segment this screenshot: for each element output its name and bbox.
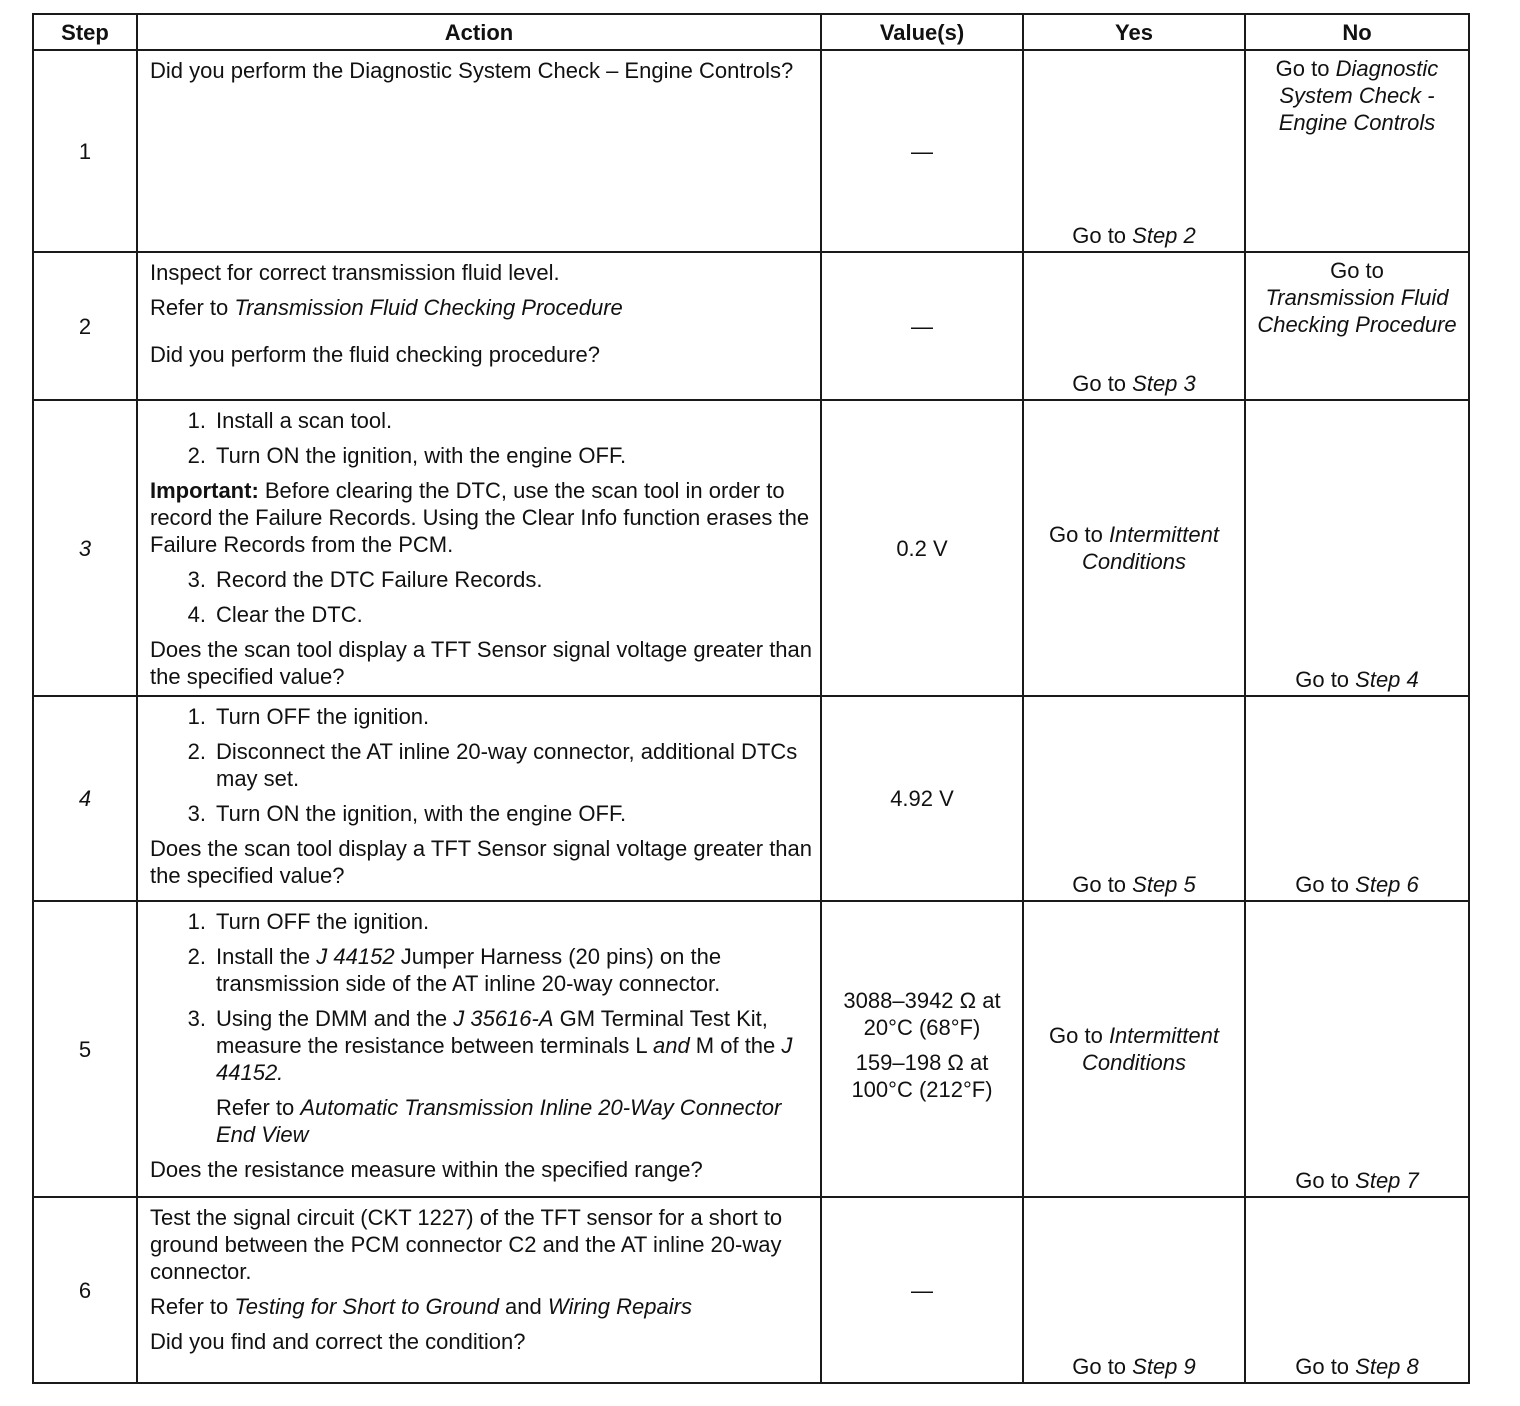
no-cell — [1245, 400, 1469, 696]
reference-link[interactable]: Wiring Repairs — [547, 1294, 692, 1319]
list-item: 3. Turn ON the ignition, with the engine OFF. — [187, 801, 627, 826]
value-cell — [821, 901, 1023, 1197]
value-line: 159–198 Ω at 100°C (212°F) — [851, 1050, 993, 1102]
header-step: Step — [33, 14, 137, 50]
value-cell: — — [821, 50, 1023, 252]
no-link[interactable]: Go to Step 6 — [1295, 872, 1419, 897]
no-cell — [1245, 252, 1469, 400]
value-line: 3088–3942 Ω at 20°C (68°F) — [843, 988, 1001, 1040]
action-question: Did you perform the Diagnostic System Check – Engine Controls? — [150, 58, 794, 83]
header-no: No — [1245, 14, 1469, 50]
yes-link[interactable]: Go to Intermittent Conditions — [1049, 1023, 1219, 1075]
reference-link[interactable]: Testing for Short to Ground — [234, 1294, 499, 1319]
list-item: 1. Turn OFF the ignition. — [187, 704, 430, 729]
no-cell — [1245, 901, 1469, 1197]
reference-link[interactable]: Automatic Transmission Inline 20-Way Connector End View — [216, 1095, 782, 1147]
no-cell — [1245, 1197, 1469, 1383]
list-item: 4. Clear the DTC. — [187, 602, 363, 627]
list-item: 2. Install the J 44152 Jumper Harness (20 pins) on the transmission side of the AT inline 20-way connector. — [187, 944, 722, 996]
list-item: 2. Disconnect the AT inline 20-way connector, additional DTCs may set. — [187, 739, 798, 791]
action-cell — [137, 696, 821, 901]
no-link[interactable]: Go to Step 4 — [1295, 667, 1419, 692]
action-text: Inspect for correct transmission fluid level. — [150, 260, 560, 285]
important-note: Important: Before clearing the DTC, use the scan tool in order to record the Failure Records. Using the Clear Info function erases the Failure Records from the PCM. — [150, 478, 810, 557]
yes-cell — [1023, 252, 1245, 400]
yes-link[interactable]: Go to Step 5 — [1072, 872, 1196, 897]
yes-link[interactable]: Go to Step 9 — [1072, 1354, 1196, 1379]
table-row — [33, 696, 1469, 901]
no-link[interactable]: Go to Step 7 — [1295, 1168, 1419, 1193]
yes-cell — [1023, 901, 1245, 1197]
header-action: Action — [137, 14, 821, 50]
step-number: 5 — [33, 901, 137, 1197]
action-cell — [137, 1197, 821, 1383]
action-text: Test the signal circuit (CKT 1227) of the TFT sensor for a short to ground between the PCM connector C2 and the AT inline 20-way connector. — [150, 1205, 783, 1284]
table-row — [33, 252, 1469, 400]
no-link[interactable]: Go to Transmission Fluid Checking Procedure — [1257, 258, 1457, 337]
list-item: 3. Using the DMM and the J 35616-A GM Terminal Test Kit, measure the resistance between terminals L and M of the J 44152. — [187, 1006, 793, 1085]
tool-number: J 44152 — [316, 944, 395, 969]
list-item: 1. Turn OFF the ignition. — [187, 909, 430, 934]
action-reference: Refer to Transmission Fluid Checking Procedure — [150, 295, 623, 320]
list-item: 2. Turn ON the ignition, with the engine OFF. — [187, 443, 627, 468]
yes-cell — [1023, 50, 1245, 252]
no-cell — [1245, 696, 1469, 901]
action-cell — [137, 901, 821, 1197]
table-row — [33, 400, 1469, 696]
table-row — [33, 1197, 1469, 1383]
table-row — [33, 50, 1469, 252]
action-cell — [137, 50, 821, 252]
header-values: Value(s) — [821, 14, 1023, 50]
value-cell: 0.2 V — [821, 400, 1023, 696]
table-row — [33, 901, 1469, 1197]
no-cell — [1245, 50, 1469, 252]
value-cell: — — [821, 1197, 1023, 1383]
yes-cell — [1023, 400, 1245, 696]
action-question: Did you perform the fluid checking procedure? — [150, 342, 601, 367]
header-yes: Yes — [1023, 14, 1245, 50]
action-cell — [137, 400, 821, 696]
no-link[interactable]: Go to Diagnostic System Check - Engine Controls — [1275, 56, 1439, 135]
step-number: 2 — [33, 252, 137, 400]
value-cell: — — [821, 252, 1023, 400]
step-number: 4 — [33, 696, 137, 901]
action-question: Does the resistance measure within the specified range? — [150, 1157, 703, 1182]
tool-number: J 44152. — [216, 1033, 793, 1085]
diagnostic-table — [32, 13, 1470, 1384]
no-link[interactable]: Go to Step 8 — [1295, 1354, 1419, 1379]
action-question: Did you find and correct the condition? — [150, 1329, 526, 1354]
reference-link[interactable]: Transmission Fluid Checking Procedure — [234, 295, 623, 320]
action-reference: Refer to Testing for Short to Ground and Wiring Repairs — [150, 1294, 692, 1319]
action-cell — [137, 252, 821, 400]
list-item: 3. Record the DTC Failure Records. — [187, 567, 543, 592]
yes-cell — [1023, 696, 1245, 901]
yes-link[interactable]: Go to Step 2 — [1072, 223, 1196, 248]
yes-link[interactable]: Go to Step 3 — [1072, 371, 1196, 396]
step-number: 1 — [33, 50, 137, 252]
action-question: Does the scan tool display a TFT Sensor signal voltage greater than the specified value? — [150, 836, 813, 888]
action-question: Does the scan tool display a TFT Sensor signal voltage greater than the specified value? — [150, 637, 813, 689]
yes-link[interactable]: Go to Intermittent Conditions — [1049, 522, 1219, 574]
step-number: 6 — [33, 1197, 137, 1383]
tool-number: J 35616-A — [453, 1006, 554, 1031]
yes-cell — [1023, 1197, 1245, 1383]
list-item: 1. Install a scan tool. — [187, 408, 393, 433]
action-reference: Refer to Automatic Transmission Inline 20-Way Connector End View — [216, 1095, 782, 1147]
value-cell: 4.92 V — [821, 696, 1023, 901]
header-row — [33, 14, 1469, 50]
step-number: 3 — [33, 400, 137, 696]
